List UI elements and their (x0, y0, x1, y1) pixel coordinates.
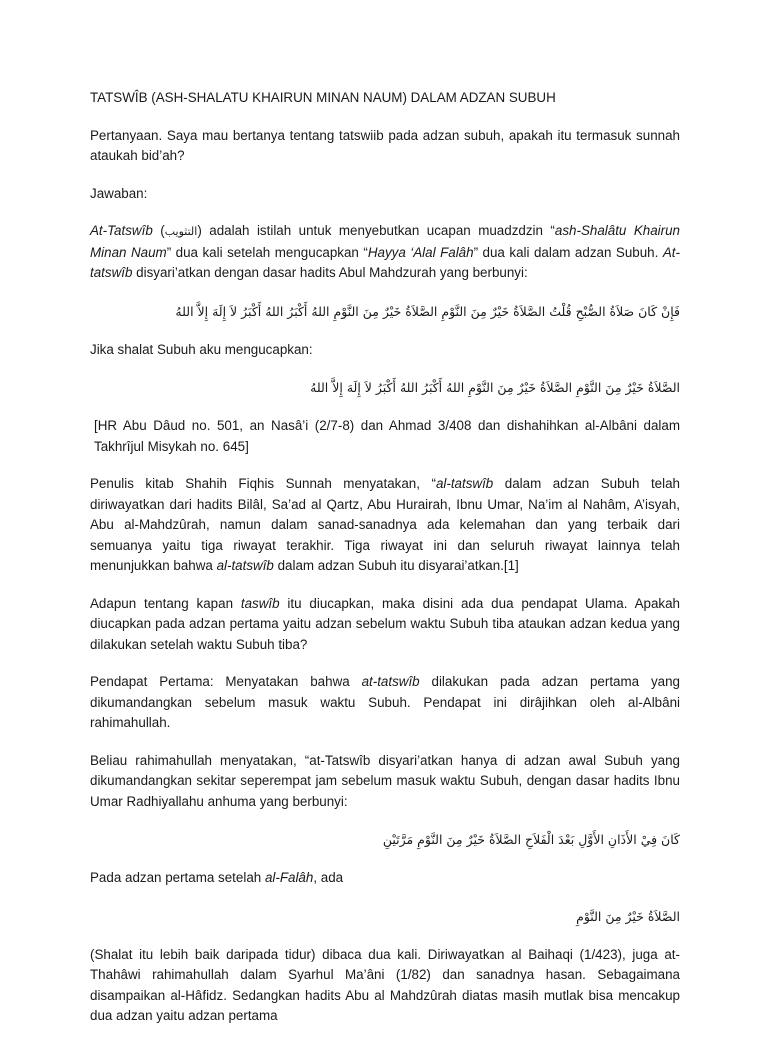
document-title: TATSWÎB (ASH-SHALATU KHAIRUN MINAN NAUM) DALAM ADZAN SUBUH (90, 90, 556, 105)
definition-paragraph: At-Tatswîb (التثويب) adalah istilah untuk menyebutkan ucapan muadzdzin “ash-Shalâtu Khairun Minan Naum” dua kali setelah mengucapkan “Hayya ‘Alal Falâh” dua kali dalam adzan Subuh. At-tatswîb disyari’atkan dengan dasar hadits Abul Mahdzurah yang berbunyi: (90, 223, 681, 280)
paragraph-albani: Beliau rahimahullah menyatakan, “at-Tatswîb disyari’atkan hanya di adzan awal Subuh yang dikumandangkan sekitar seperempat jam sebelum masuk waktu Subuh, dengan dasar hadits Ibnu Umar Radhiyallahu anhuma yang berbunyi: (90, 752, 680, 809)
paragraph-subuh: Jika shalat Subuh aku mengucapkan: (90, 341, 313, 357)
reference-citation: [HR Abu Dâud no. 501, an Nasâ’i (2/7-8) dan Ahmad 3/408 dan dishahihkan al-Albâni dalam Takhrîjul Misykah no. 645] (94, 418, 680, 454)
arabic-hadith-2: الصَّلاَةُ خَيْرٌ مِنَ النَّوْمِ الصَّلاَةُ خَيْرٌ مِنَ النَّوْمِ اللهُ أَكْبَرُ اللهُ أَكْبَرُ لاَ إِلَهَ إِلاَّ اللهُ (310, 380, 680, 395)
answer-label: Jawaban: (90, 185, 148, 201)
document-body (90, 88, 680, 1044)
arabic-phrase: الصَّلاَةُ خَيْرٌ مِنَ النَّوْمِ (576, 908, 680, 924)
question-paragraph: Pertanyaan. Saya mau bertanya tentang tatswiib pada adzan subuh, apakah itu termasuk sunnah ataukah bid’ah? (90, 127, 680, 163)
paragraph-first-opinion: Pendapat Pertama: Menyatakan bahwa at-tatswîb dilakukan pada adzan pertama yang dikumandangkan sebelum masuk waktu Subuh. Pendapat ini dirâjihkan oleh al-Albâni rahimahullah. (90, 674, 680, 730)
paragraph-two-opinions: Adapun tentang kapan taswîb itu diucapkan, maka disini ada dua pendapat Ulama. Apakah diucapkan pada adzan pertama yaitu adzan sebelum waktu Subuh tiba ataukan adzan kedua yang dilakukan setelah waktu Subuh tiba? (90, 595, 680, 652)
paragraph-fiqhis-sunnah: Penulis kitab Shahih Fiqhis Sunnah menyatakan, “al-tatswîb dalam adzan Subuh telah diriwayatkan dari hadits Bilâl, Sa’ad al Qartz, Abu Hurairah, Ibnu Umar, Na’im al Nahâm, A’isyah, Abu al-Mahdzûrah, namun dalam sanad-sanadnya ada kelemahan dan yang terbaik dari semuanya yaitu tiga riwayat terakhir. Tiga riwayat ini dan seluruh riwayat lainnya telah menunjukkan bahwa al-tatswîb dalam adzan Subuh itu disyarai’atkan.[1] (90, 476, 680, 573)
arabic-hadith-3: كَانَ فِيْ الأَذَانِ الأَوَّلِ بَعْدَ الْفَلاَحِ الصَّلاَةُ خَيْرٌ مِنَ النَّوْمِ مَرَّتَيْنِ (382, 832, 680, 847)
paragraph-first-adzan: Pada adzan pertama setelah al-Falâh, ada (90, 870, 344, 885)
paragraph-baihaqi: (Shalat itu lebih baik daripada tidur) dibaca dua kali. Diriwayatkan al Baihaqi (1/423), juga at-Thahâwi rahimahullah dalam Syarhul Ma’âni (1/82) dan sanadnya hasan. Sebagaimana disampaikan al-Hâfidz. Sedangkan hadits Abu al Mahdzûrah diatas masih mutlak bisa mencakup dua adzan yaitu adzan pertama (90, 946, 680, 1023)
arabic-hadith-1: فَإِنْ كَانَ صَلاَةُ الصُّبْحِ قُلْتُ الصَّلاَةُ خَيْرٌ مِنَ النَّوْمِ الصَّلاَةُ خَيْرٌ مِنَ النَّوْمِ اللهُ أَكْبَرُ اللهُ أَكْبَرُ لاَ إِلَهَ إِلاَّ اللهُ (175, 303, 680, 319)
